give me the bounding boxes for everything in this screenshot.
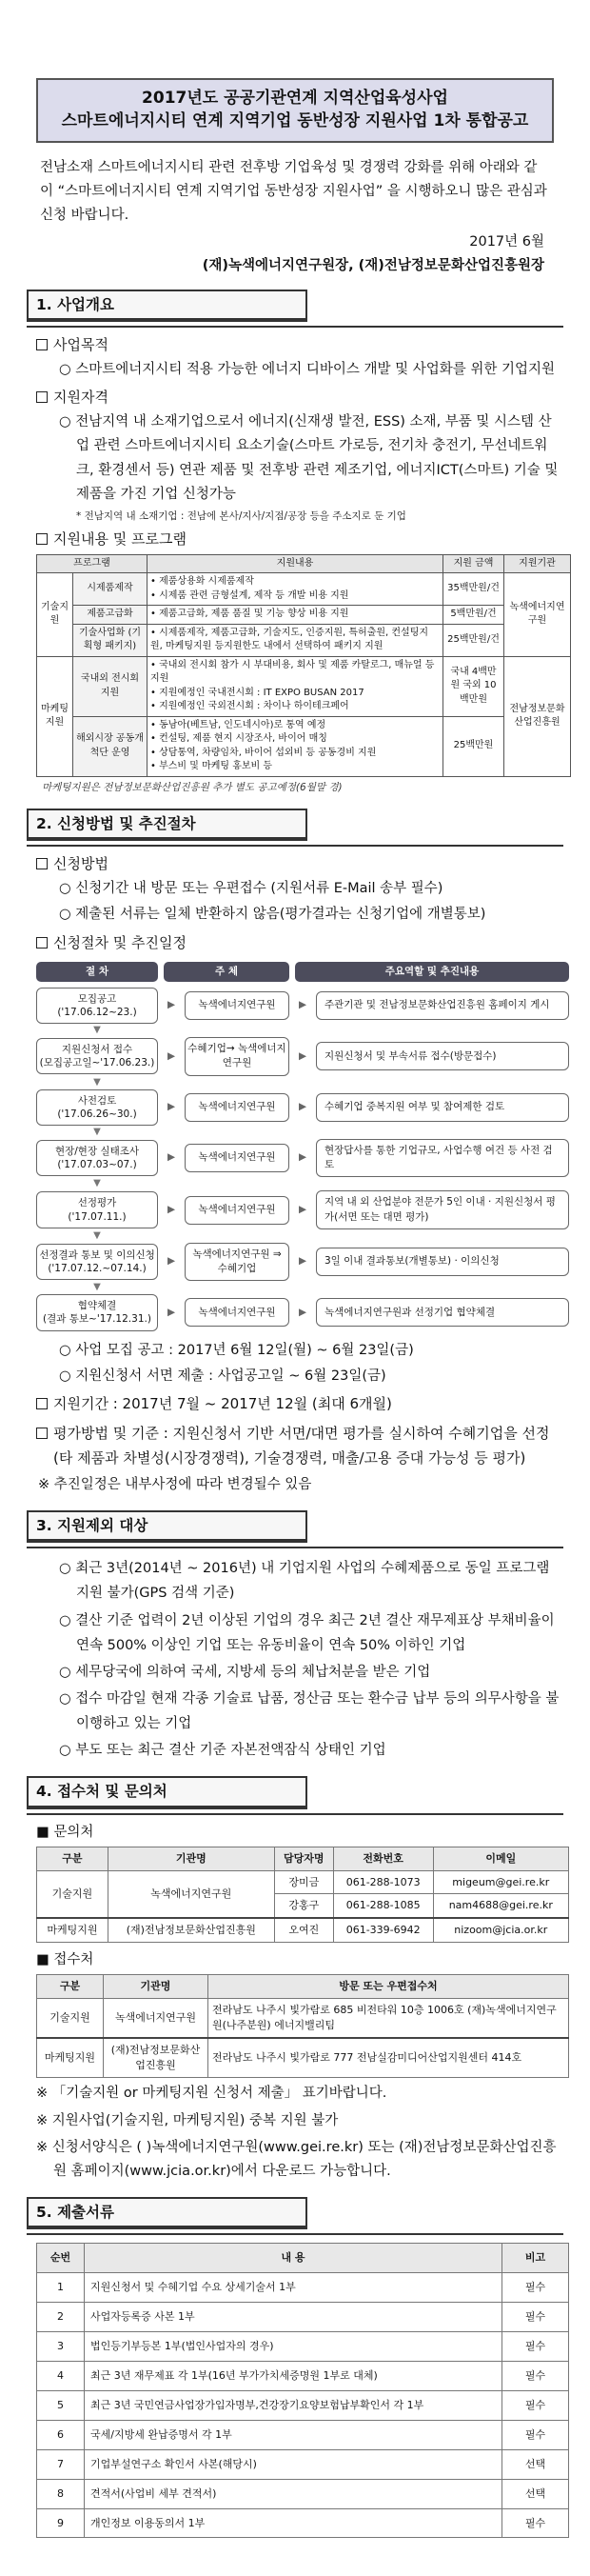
email-link[interactable]: migeum@gei.re.kr: [433, 1870, 568, 1894]
checkbox-square-icon: [36, 1428, 48, 1439]
schedule-item: ○ 지원신청서 서면 제출 : 사업공고일 ~ 6월 23일(금): [59, 1365, 563, 1388]
table-row: 4 최근 3년 재무제표 각 1부(16년 부가가치세증명원 1부로 대체) 필수: [37, 2361, 569, 2390]
procedure-title: 신청절차 및 추진일정: [36, 933, 563, 954]
procedure-step: 현장/현장 실태조사 ('17.07.03~07.) ▶ 녹색에너지연구원 ▶ 현장답사를 통한 기업규모, 사업수행 여건 등 사전 검토: [36, 1139, 569, 1177]
exclusion-item: ○ 세무당국에 의하여 국세, 지방세 등의 체납처분을 받은 기업: [59, 1660, 563, 1685]
table-row: 6 국세/지방세 완납증명서 각 1부 필수: [37, 2420, 569, 2449]
table-row: 1 지원신청서 및 수혜기업 수요 상세기술서 1부 필수: [37, 2273, 569, 2303]
arrow-right-icon: ▶: [298, 1203, 307, 1215]
table-row: 강홍구 061-288-1085 nam4688@gei.re.kr: [37, 1894, 569, 1918]
contact-title: ■ 문의처: [36, 1823, 563, 1843]
procedure-step: 선정결과 통보 및 이의신청 ('17.07.12.~07.14.) ▶ 녹색에너지연구원 ⇒ 수혜기업 ▶ 3일 이내 결과통보(개별통보) · 이의신청: [36, 1243, 569, 1281]
arrow-right-icon: ▶: [298, 1151, 307, 1164]
support-period: 지원기간 : 2017년 7월 ~ 2017년 12월 (최대 6개월): [36, 1394, 563, 1415]
section-divider: [27, 2233, 563, 2235]
table-row: 2 사업자등록증 사본 1부 필수: [37, 2302, 569, 2331]
arrow-right-icon: ▶: [298, 1306, 307, 1318]
documents-table: 순번 내 용 비고 1 지원신청서 및 수혜기업 수요 상세기술서 1부 필수 2 사업자등록증 사본 1부 필수 3 법인등기부등본 1부(법인사업자의 경우) 필수 4 최근 3년 재무제표 각 1부(16년 부가가치세증명원 1부로 대체) 필수 5 최근 3년 국민연금사업장가입자명부,건강장기요양보험납부확인서 각 1부 필수 6 국세/지방세 완납증명서 각 1부 필수 7 기업부설연구소 확인서 사본(해당시) 선택 8 견적서(사업비 세부 견적서) 선택 9 개인정보 이용동의서 1부 필수: [36, 2243, 569, 2538]
program-table: [36, 554, 571, 777]
table-row: 5 최근 3년 국민연금사업장가입자명부,건강장기요양보험납부확인서 각 1부 필수: [37, 2390, 569, 2420]
procedure-step: 지원신청서 접수 (모집공고일~'17.06.23.) ▶ 수혜기업→ 녹색에너지연구원 ▶ 지원신청서 및 부속서류 접수(방문접수): [36, 1037, 569, 1075]
checkbox-square-icon: [36, 937, 48, 949]
table-row: 해외시장 공동개척단 운영 • 동남아(베트남, 인도네시아)로 통역 예정 • 컨설팅, 제품 현지 시장조사, 바이어 매칭 • 상담통역, 차량임차, 바이어 섭외비 등 공동경비 지원 • 부스비 및 마케팅 홍보비 등 25백만원: [37, 716, 571, 776]
table-row: 기술지원 녹색에너지연구원 전라남도 나주시 빛가람로 685 비전타워 10층 1006호 (재)녹색에너지연구원(나주분원) 에너지밸리팀: [37, 1999, 569, 2038]
reception-table: 구분 기관명 방문 또는 우편접수처 기술지원 녹색에너지연구원 전라남도 나주시 빛가람로 685 비전타워 10층 1006호 (재)녹색에너지연구원(나주분원) 에너지밸리팀 마케팅지원 (재)전남정보문화산업진흥원 전라남도 나주시 빛가람로 777 전남실감미디어산업지원센터 414호: [36, 1974, 569, 2078]
section-divider: [27, 326, 563, 328]
reception-note: ※ 「기술지원 or 마케팅지원 신청서 제출」 표기바랍니다.: [36, 2082, 563, 2106]
checkbox-square-icon: [36, 339, 48, 350]
arrow-down-icon: ▼: [93, 1025, 101, 1036]
section-5-heading: 5. 제출서류: [27, 2197, 307, 2229]
issuing-orgs: (재)녹색에너지연구원장, (재)전남정보문화산업진흥원장: [202, 257, 544, 273]
method-item: ○ 신청기간 내 방문 또는 우편접수 (지원서류 E-Mail 송부 필수): [59, 877, 563, 901]
arrow-down-icon: ▼: [93, 1076, 101, 1088]
checkbox-square-icon: [36, 533, 48, 545]
arrow-down-icon: ▼: [93, 1282, 101, 1293]
schedule-item: ○ 사업 모집 공고 : 2017년 6월 12일(월) ~ 6월 23일(금): [59, 1339, 563, 1363]
title-line-2: 스마트에너지시티 연계 지역기업 동반성장 지원사업 1차 통합공고: [61, 110, 529, 130]
exclusion-item: ○ 접수 마감일 현재 각종 기술료 납품, 정산금 또는 환수금 납부 등의 의무사항을 불이행하고 있는 기업: [59, 1687, 563, 1736]
exclusion-item: ○ 부도 또는 최근 결산 기준 자본전액잠식 상태인 기업: [59, 1738, 563, 1763]
section-4-heading: 4. 접수처 및 문의처: [27, 1776, 307, 1808]
section-divider: [27, 1813, 563, 1815]
table-row: 7 기업부설연구소 확인서 사본(해당시) 선택: [37, 2449, 569, 2479]
section-2-heading: 2. 신청방법 및 추진절차: [27, 809, 307, 841]
method-item: ○ 제출된 서류는 일체 반환하지 않음(평가결과는 신청기업에 개별통보): [59, 903, 563, 927]
arrow-right-icon: ▶: [298, 1255, 307, 1268]
org-marketing: 전남정보문화산업진흥원: [504, 656, 571, 776]
exclusion-item: ○ 결산 기준 업력이 2년 이상된 기업의 경우 최근 2년 결산 재무제표상 부채비율이 연속 500% 이상인 기업 또는 유동비율이 연속 50% 이하인 기업: [59, 1608, 563, 1658]
support-content-title: 지원내용 및 프로그램: [36, 529, 563, 550]
arrow-right-icon: ▶: [167, 1101, 176, 1113]
contact-table: 구분 기관명 담당자명 전화번호 이메일 기술지원 녹색에너지연구원 장미금 061-288-1073 migeum@gei.re.kr 강홍구 061-288-1085 nam4688@gei.re.kr 마케팅지원 (재)전남정보문화산업진흥원 오여진 061-339-6942 nizoom@jcia.or.kr: [36, 1847, 569, 1944]
procedure-step: 선정평가 ('17.07.11.) ▶ 녹색에너지연구원 ▶ 지역 내 외 산업분야 전문가 5인 이내 · 지원신청서 평가(서면 또는 대면 평가): [36, 1190, 569, 1228]
procedure-step: 협약체결 (결과 통보~'17.12.31.) ▶ 녹색에너지연구원 ▶ 녹색에너지연구원과 선정기업 협약체결: [36, 1294, 569, 1330]
section-divider: [27, 845, 563, 847]
evaluation-method: 평가방법 및 기준 : 지원신청서 기반 서면/대면 평가를 실시하여 수혜기업을 선정(타 제품과 차별성(시장경쟁력), 기술경쟁력, 매출/고용 증대 가능성 등 평가): [36, 1421, 563, 1471]
email-link[interactable]: nam4688@gei.re.kr: [433, 1894, 568, 1918]
procedure-step: 사전검토 ('17.06.26~30.) ▶ 녹색에너지연구원 ▶ 수혜기업 중복지원 여부 및 참여제한 검토: [36, 1089, 569, 1126]
reception-title: ■ 접수처: [36, 1950, 563, 1970]
table-row: 기술지원 시제품제작 • 제품상용화 시제품제작 • 시제품 관련 금형설계, 제작 등 개발 비용 지원 35백만원/건 녹색에너지연구원: [37, 573, 571, 606]
title-box: [36, 78, 554, 143]
arrow-right-icon: ▶: [298, 1101, 307, 1113]
arrow-right-icon: ▶: [167, 1306, 176, 1318]
table-row: 기술사업화 (기획형 패키지) • 시제품제작, 제품고급화, 기술지도, 인증지원, 특허출원, 컨설팅지원, 마케팅지원 등지원한도 내에서 선택하여 패키지 지원 25백만원/건: [37, 624, 571, 656]
arrow-down-icon: ▼: [93, 1126, 101, 1137]
arrow-right-icon: ▶: [298, 1049, 307, 1062]
title-line-1: 2017년도 공공기관연계 지역산업육성사업: [142, 89, 448, 108]
email-link[interactable]: nizoom@jcia.or.kr: [433, 1918, 568, 1942]
checkbox-square-icon: [36, 858, 48, 869]
table-row: 제품고급화 • 제품고급화, 제품 품질 및 기능 향상 비용 지원 5백만원/건: [37, 606, 571, 625]
arrow-right-icon: ▶: [167, 1255, 176, 1268]
checkbox-square-icon: [36, 1398, 48, 1409]
table-row: 마케팅지원 (재)전남정보문화산업진흥원 오여진 061-339-6942 nizoom@jcia.or.kr: [37, 1918, 569, 1942]
purpose-text: ○ 스마트에너지시티 적용 가능한 에너지 디바이스 개발 및 사업화를 위한 기업지원: [59, 358, 563, 382]
arrow-right-icon: ▶: [167, 999, 176, 1011]
program-col-header: 프로그램: [37, 554, 148, 573]
intro-text: 전남소재 스마트에너지시티 관련 전후방 기업육성 및 경쟁력 강화를 위해 아래와 같이 “스마트에너지시티 연계 지역기업 동반성장 지원사업” 을 시행하오니 많은 관심과 신청 바랍니다.: [40, 159, 547, 224]
table-row: 3 법인등기부등본 1부(법인사업자의 경우) 필수: [37, 2331, 569, 2361]
org-col-header: 지원기관: [504, 554, 571, 573]
table-row: 마케팅지원 국내외 전시회 지원 • 국내외 전시회 참가 시 부대비용, 회사 및 제품 카탈로그, 매뉴얼 등 지원 • 지원예정인 국내전시회 : IT EXPO BUSAN 2017 • 지원예정인 국외전시회 : 차이나 하이테크페어 국내 4백만원 국외 10백만원 전남정보문화산업진흥원: [37, 656, 571, 716]
arrow-down-icon: ▼: [93, 1229, 101, 1241]
content-col-header: 지원내용: [148, 554, 443, 573]
group-marketing: 마케팅지원: [37, 656, 73, 776]
section-divider: [27, 1547, 563, 1548]
arrow-right-icon: ▶: [167, 1151, 176, 1164]
qualification-title: 지원자격: [36, 388, 563, 409]
purpose-title: 사업목적: [36, 335, 563, 356]
arrow-down-icon: ▼: [93, 1178, 101, 1189]
arrow-right-icon: ▶: [167, 1203, 176, 1215]
qualification-text: ○ 전남지역 내 소재기업으로서 에너지(신재생 발전, ESS) 소재, 부품 및 시스템 산업 관련 스마트에너지시티 요소기술(스마트 가로등, 전기차 충전기, 무선네트워크, 환경센서 등) 연관 제품 및 전후방 관련 제조기업, 에너지ICT(스마트) 기술 및 제품을 가진 기업 신청가능: [59, 410, 563, 508]
procedure-header: 절 차 주 체 주요역할 및 추진내용: [36, 962, 569, 982]
table-row: 기술지원 녹색에너지연구원 장미금 061-288-1073 migeum@gei.re.kr: [37, 1870, 569, 1894]
table-row: 마케팅지원 (재)전남정보문화산업진흥원 전라남도 나주시 빛가람로 777 전남실감미디어산업지원센터 414호: [37, 2038, 569, 2077]
org-tech: 녹색에너지연구원: [504, 573, 571, 657]
reception-note: ※ 신청서양식은 ( )녹색에너지연구원(www.gei.re.kr) 또는 (재)전남정보문화산업진흥원 홈페이지(www.jcia.or.kr)에서 다운로드 가능합니다.: [36, 2136, 563, 2183]
notice-date: 2017년 6월: [469, 233, 544, 250]
table-row: 9 개인정보 이용동의서 1부 필수: [37, 2508, 569, 2538]
exclusion-item: ○ 최근 3년(2014년 ~ 2016년) 내 기업지원 사업의 수혜제품으로 동일 프로그램 지원 불가(GPS 검색 기준): [59, 1556, 563, 1606]
arrow-right-icon: ▶: [298, 999, 307, 1011]
procedure-diagram: [36, 962, 569, 1331]
reception-note: ※ 지원사업(기술지원, 마케팅지원) 중복 지원 불가: [36, 2109, 563, 2133]
procedure-step: 모집공고 ('17.06.12~23.) ▶ 녹색에너지연구원 ▶ 주관기관 및 전남정보문화산업진흥원 홈페이지 게시: [36, 988, 569, 1024]
checkbox-square-icon: [36, 391, 48, 403]
qualification-note: * 전남지역 내 소재기업 : 전남에 본사/지사/지점/공장 등을 주소지로 둔 기업: [76, 509, 406, 522]
amount-col-header: 지원 금액: [443, 554, 504, 573]
section-1-heading: 1. 사업개요: [27, 290, 307, 322]
table-row: 8 견적서(사업비 세부 견적서) 선택: [37, 2479, 569, 2508]
arrow-right-icon: ▶: [167, 1049, 176, 1062]
method-title: 신청방법: [36, 854, 563, 875]
schedule-note: ※ 추진일정은 내부사정에 따라 변경될수 있음: [38, 1476, 312, 1492]
table-caption: 마케팅지원은 전남정보문화산업진흥원 추가 별도 공고예정(6월말 경): [42, 781, 343, 793]
section-3-heading: 3. 지원제외 대상: [27, 1510, 307, 1543]
group-tech: 기술지원: [37, 573, 73, 657]
